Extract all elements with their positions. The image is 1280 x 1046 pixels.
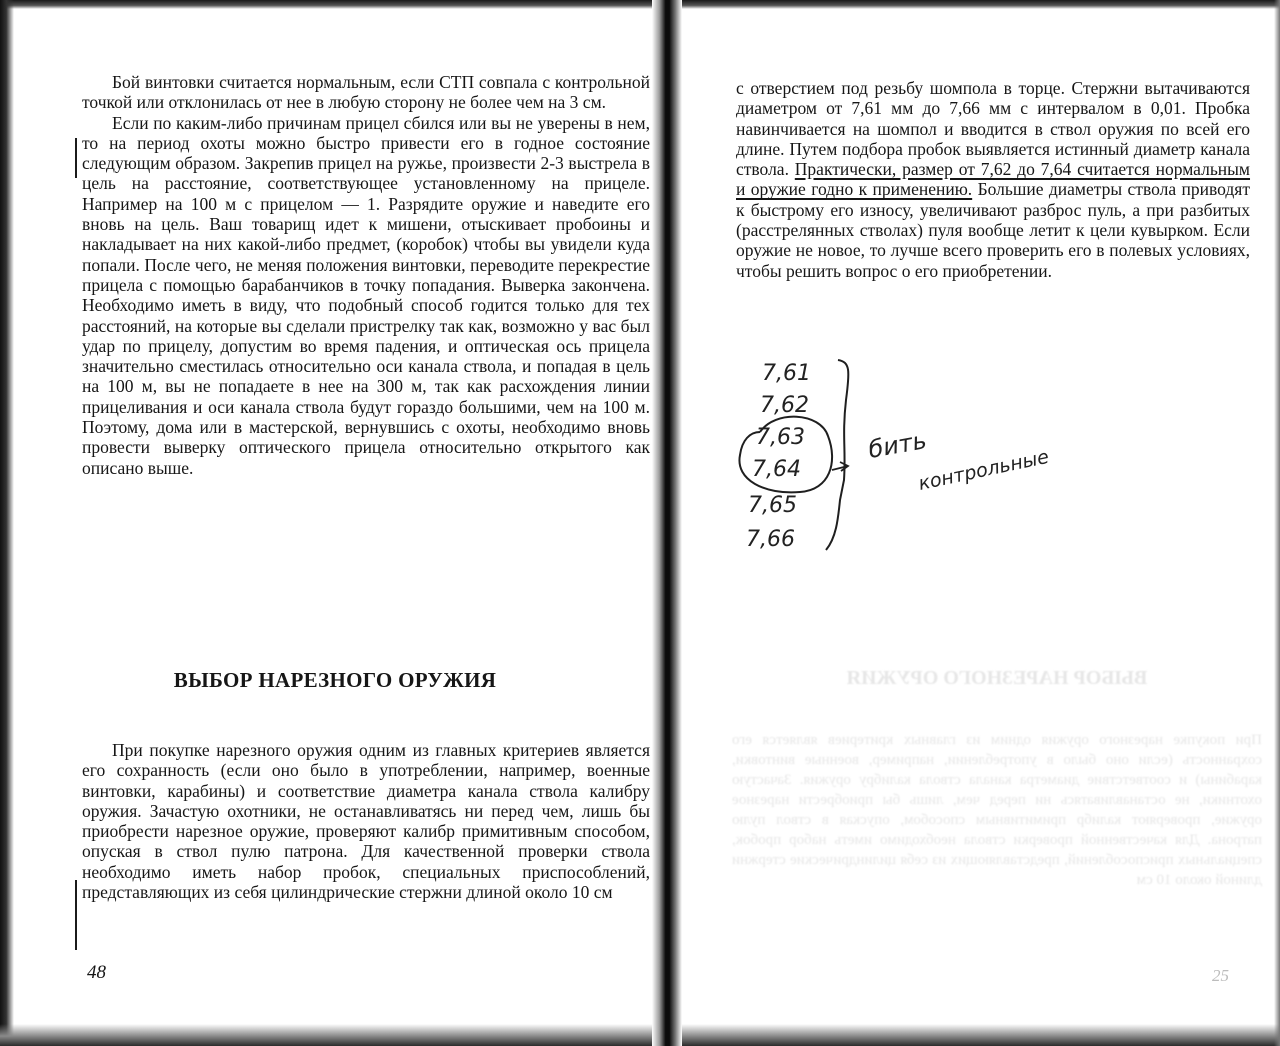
hw-value-765: 7,65 (748, 493, 797, 518)
hw-note-2: контрольные (916, 445, 1051, 495)
hw-arrow (832, 462, 848, 471)
book-gutter (652, 0, 682, 1046)
handwritten-annotation (720, 340, 1160, 570)
bleed-through-text (732, 668, 1262, 958)
paragraph-rifle-accuracy: Бой винтовки считается нормальным, если СТП совпала с контрольной точкой или отклонилась от нее в любую сторону не более чем на 3 см. (82, 72, 650, 113)
text-before-underline: с отверстием под резьбу шомпола в торце. Стержни вытачиваются диаметром от 7,61 мм до 7,66 мм с интервалом в 0,01. Пробка навинчивается на шомпол и вводится в ствол оружия по всей его длине. Путем подбора пробок выявляется истинный диаметр канала ствола. (736, 78, 1250, 180)
bleed-through-body: При покупке нарезного оружия одним из главных критериев является его сохранность (если оно было в употреблении, например, военные винтовки, карабины) и соответствие диаметра канала ствола калибру оружия. Зачастую охотники, не останавливатясь ни перед чем, лишь бы приобрести нарезное оружие, проверяют калибр примитивным способом, опуская в ствол пулю патрона. Для качественной проверки ствола необходимо иметь набор пробок, специальных приспособлений, представляющих из себя цилиндрические стержни длиной около 10 см (732, 732, 1262, 888)
section-title: ВЫБОР НАРЕЗНОГО ОРУЖИЯ (173, 668, 497, 692)
hw-value-763: 7,63 (756, 425, 805, 450)
left-page-text (82, 72, 650, 478)
bleed-through-title: ВЫБОР НАРЕЗНОГО ОРУЖИЯ (846, 668, 1148, 689)
text-after-underline: Большие диаметры ствола приводят к быстрому его износу, увеличивают разброс пуль, а при разбитых (расстрелянных стволах) пуля вообще летит к цели кувырком. Если оружие не новое, то лучше всего проверить его в полевых условиях, чтобы решить вопрос о его приобретении. (736, 179, 1250, 281)
scan-edge-left (0, 0, 14, 1046)
page-number-right: 25 (1212, 966, 1229, 985)
margin-mark-lower (75, 880, 77, 950)
paragraph-scope-adjustment: Если по каким-либо причинам прицел сбился или вы не уверены в нем, то на период охоты можно быстро привести его в годное состояние следующим образом. Закрепив прицел на ружье, произвести 2-3 выстрела в цель на расстояние, соответствующее установленному на прицеле. Например на 100 м с прицелом — 1. Разрядите оружие и наведите его вновь на цель. Ваш товарищ идет к мишени, отыскивает пробоины и накладывает на них какой-либо предмет, (коробок) чтобы вы увидели куда попали. После чего, не меняя положения винтовки, переводите перекрестие прицела с помощью барабанчиков в точку попадания. Выверка закончена. Необходимо иметь в виду, что подобный способ годится только для тех расстояний, на которые вы сделали пристрелку так как, возможно у вас был удар по прицелу, допустим во время падения, и оптическая ось прицела значительно сместилась относительно оси канала ствола, и попадая в цель на 100 м, вы не попадаете в нее на 300 м, так как расхождения линии прицеливания и оси канала ствола будут гораздо большими, чем на 100 м. Поэтому, дома или в мастерской, вернувшись с охоты, необходимо вновь провести выверку оптического прицела относительно открытого как описано выше. (82, 112, 650, 478)
paragraph-rifle-selection: При покупке нарезного оружия одним из главных критериев является его сохранность (если оно было в употреблении, например, военные винтовки, карабины) и соответствие диаметра канала ствола калибру оружия. Зачастую охотники, не останавливатясь ни перед чем, лишь бы приобрести нарезное оружие, проверяют калибр примитивным способом, опуская в ствол пулю патрона. Для качественной проверки ствола необходимо иметь набор пробок, специальных приспособлений, представляющих из себя цилиндрические стержни длиной около 10 см (82, 740, 650, 903)
underlined-text: Практически, размер от 7,62 до 7,64 считается нормальным и оружие годно к применению. (736, 159, 1251, 200)
hw-bracket (826, 360, 848, 550)
hw-value-766: 7,66 (746, 527, 795, 552)
margin-mark-upper (75, 138, 77, 178)
hw-value-761: 7,61 (762, 361, 811, 386)
hw-note-1: бить (866, 426, 929, 464)
paragraph-barrel-check (736, 78, 1250, 281)
section-text (82, 740, 650, 902)
left-page (40, 0, 650, 1046)
right-page-text (736, 78, 1250, 281)
page-number-left: 48 (87, 962, 106, 983)
hw-value-764: 7,64 (752, 457, 801, 482)
hw-value-762: 7,62 (760, 393, 809, 418)
